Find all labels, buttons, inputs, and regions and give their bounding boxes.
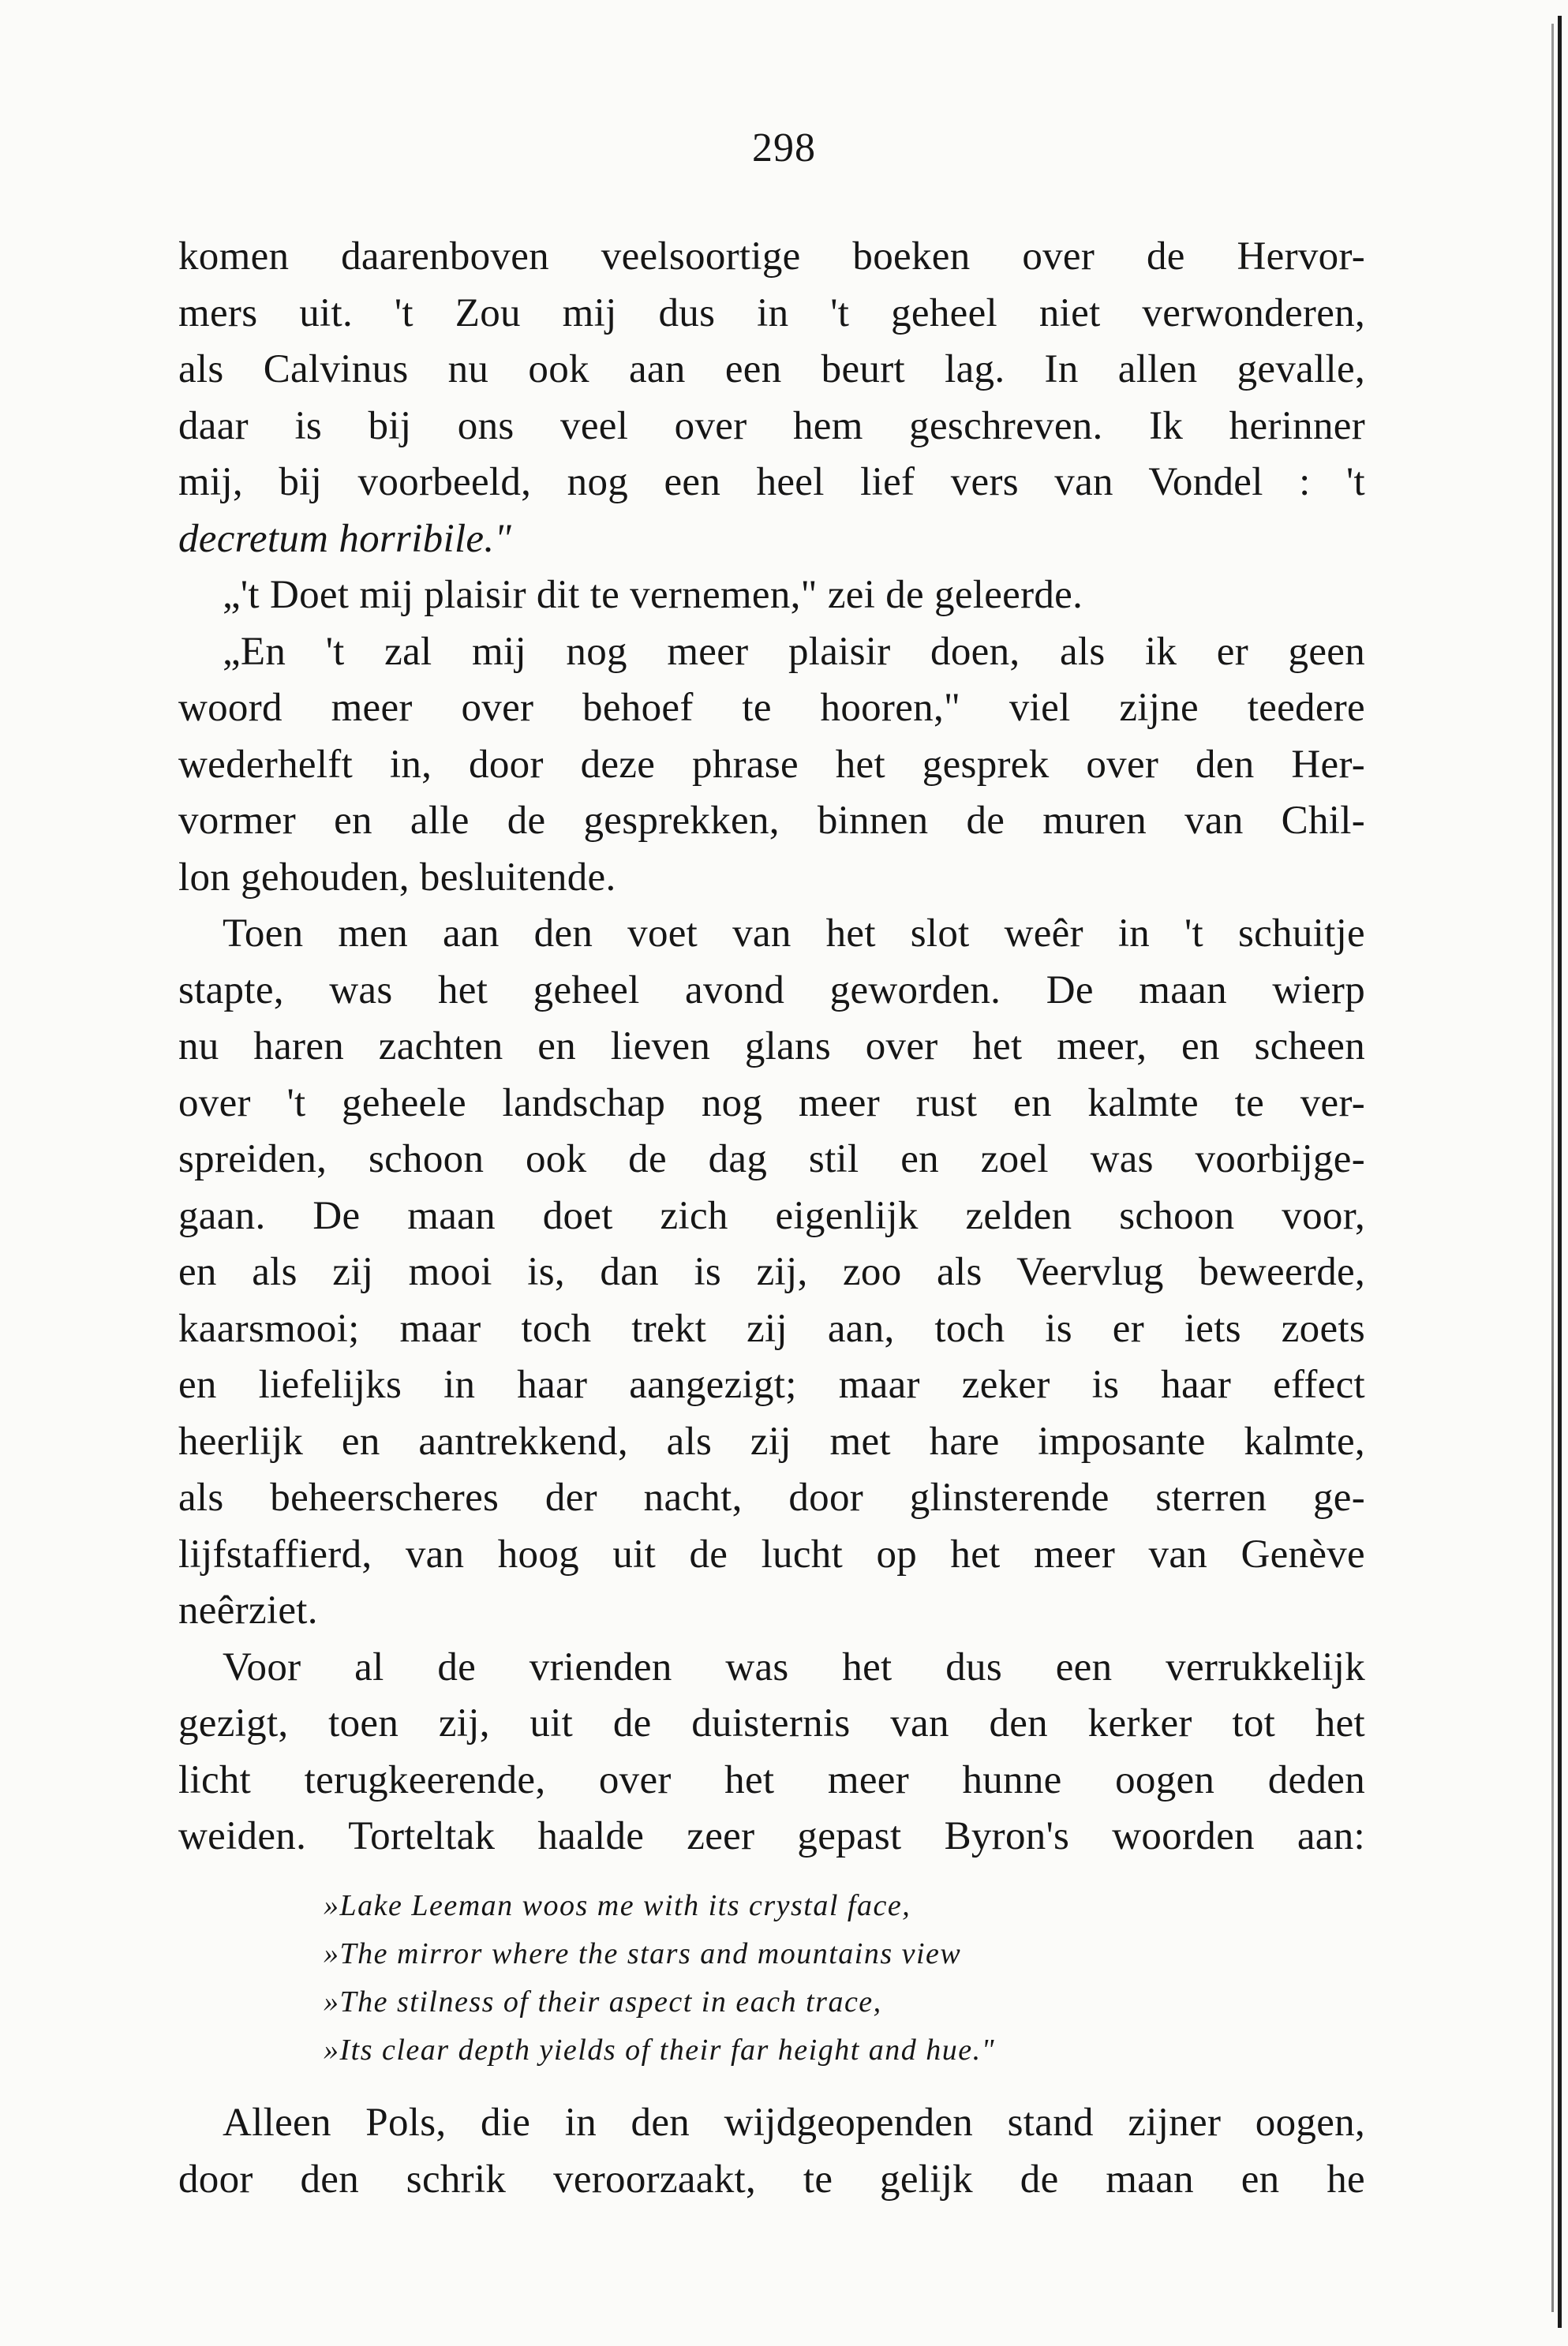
text-line: komen daarenboven veelsoortige boeken over de Hervor- <box>178 234 1365 279</box>
text-line: als beheerscheres der nacht, door glinsterende sterren ge- <box>178 1476 1365 1520</box>
page-number: 298 <box>752 125 816 170</box>
poem-quote <box>324 1882 1270 2075</box>
text-line: „En 't zal mij nog meer plaisir doen, als ik er geen <box>223 629 1365 674</box>
page-edge-line <box>1558 16 1562 2328</box>
text-line: stapte, was het geheel avond geworden. De maan wierp <box>178 967 1365 1012</box>
closing-text <box>178 2095 1365 2208</box>
page-edge-shadow <box>1551 24 1554 2312</box>
text-line: heerlijk en aantrekkend, als zij met hare imposante kalmte, <box>178 1419 1365 1464</box>
text-line: neêrziet. <box>178 1588 318 1633</box>
text-line: lon gehouden, besluitende. <box>178 855 616 900</box>
text-line: vormer en alle de gesprekken, binnen de muren van Chil- <box>178 799 1365 843</box>
text-line: over 't geheele landschap nog meer rust en kalmte te ver- <box>178 1080 1365 1125</box>
text-line: gezigt, toen zij, uit de duisternis van den kerker tot het <box>178 1701 1365 1745</box>
text-line: licht terugkeerende, over het meer hunne oogen deden <box>178 1757 1365 1802</box>
text-line: als Calvinus nu ook aan een beurt lag. In allen gevalle, <box>178 347 1365 391</box>
poem-line: »Its clear depth yields of their far height and hue." <box>324 2034 996 2067</box>
text-line: „'t Doet mij plaisir dit te vernemen," zei de geleerde. <box>223 573 1083 617</box>
text-line: gaan. De maan doet zich eigenlijk zelden schoon voor, <box>178 1193 1365 1238</box>
text-line: lijfstaffierd, van hoog uit de lucht op het meer van Genève <box>178 1532 1365 1577</box>
text-line: en als zij mooi is, dan is zij, zoo als Veervlug beweerde, <box>178 1250 1365 1294</box>
text-line: Alleen Pols, die in den wijdgeopenden stand zijner oogen, <box>223 2101 1365 2145</box>
text-line: decretum horribile." <box>178 516 512 561</box>
text-line: kaarsmooi; maar toch trekt zij aan, toch is er iets zoets <box>178 1306 1365 1351</box>
text-line: mij, bij voorbeeld, nog een heel lief vers van Vondel : 't <box>178 460 1365 504</box>
text-line: wederhelft in, door deze phrase het gesprek over den Her- <box>178 742 1365 787</box>
text-line: mers uit. 't Zou mij dus in 't geheel niet verwonderen, <box>178 290 1365 335</box>
page-edge-binding <box>1533 0 1568 2346</box>
text-line: spreiden, schoon ook de dag stil en zoel was voorbijge- <box>178 1137 1365 1181</box>
text-line: en liefelijks in haar aangezigt; maar zeker is haar effect <box>178 1363 1365 1407</box>
main-text <box>178 229 1365 1865</box>
poem-line: »The stilness of their aspect in each trace, <box>324 1985 882 2019</box>
text-line: Toen men aan den voet van het slot weêr in 't schuitje <box>223 911 1365 956</box>
text-line: daar is bij ons veel over hem geschreven. Ik herinner <box>178 403 1365 448</box>
text-line: nu haren zachten en lieven glans over het meer, en scheen <box>178 1024 1365 1068</box>
text-line: weiden. Torteltak haalde zeer gepast Byron's woorden aan: <box>178 1814 1365 1858</box>
poem-line: »Lake Leeman woos me with its crystal face, <box>324 1889 911 1922</box>
text-line: woord meer over behoef te hooren," viel zijne teedere <box>178 686 1365 730</box>
poem-line: »The mirror where the stars and mountains view <box>324 1937 962 1970</box>
text-line: Voor al de vrienden was het dus een verrukkelijk <box>223 1644 1365 1689</box>
text-line: door den schrik veroorzaakt, te gelijk de maan en he <box>178 2157 1365 2202</box>
